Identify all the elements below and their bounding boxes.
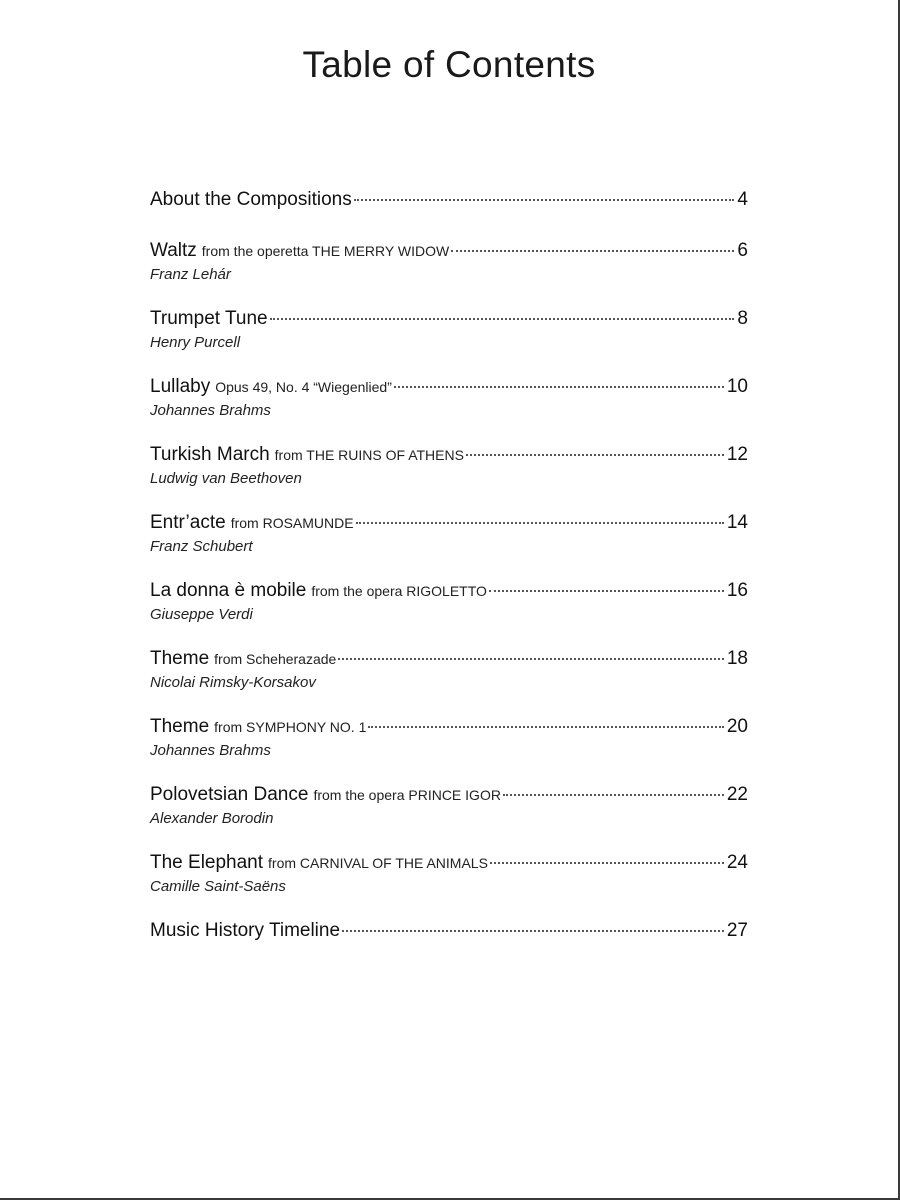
- toc-line: [150, 781, 748, 809]
- entry-title: About the Compositions: [150, 189, 352, 210]
- toc-line: [150, 237, 748, 265]
- dot-leader: [489, 590, 724, 592]
- entry-subtitle: Opus 49, No. 4 “Wiegenlied”: [215, 379, 392, 395]
- toc-entry[interactable]: [150, 237, 748, 286]
- entry-composer: Johannes Brahms: [150, 742, 271, 759]
- entry-subtitle: from SYMPHONY NO. 1: [214, 719, 367, 735]
- entry-title: Lullaby: [150, 376, 211, 397]
- entry-title: Theme: [150, 648, 210, 669]
- toc-entry[interactable]: [150, 849, 748, 898]
- entry-subtitle: from ROSAMUNDE: [230, 515, 354, 531]
- entry-title: Turkish March: [150, 444, 270, 465]
- toc-line: [150, 917, 748, 945]
- toc-entry[interactable]: [150, 441, 748, 490]
- entry-title: Waltz: [150, 240, 197, 261]
- toc-line: [150, 849, 748, 877]
- dot-leader: [342, 930, 724, 932]
- entry-title: Theme: [150, 716, 210, 737]
- dot-leader: [356, 522, 724, 524]
- entry-subtitle: from the opera PRINCE IGOR: [313, 787, 501, 803]
- toc-line: [150, 713, 748, 741]
- entry-title: Music History Timeline: [150, 920, 341, 941]
- page-number: 12: [726, 444, 748, 465]
- dot-leader: [270, 318, 735, 320]
- toc-entry[interactable]: [150, 509, 748, 558]
- entry-composer: Camille Saint-Saëns: [150, 878, 286, 895]
- page-number: 20: [726, 716, 748, 737]
- toc-entry[interactable]: [150, 373, 748, 422]
- entry-subtitle: from the operetta THE MERRY WIDOW: [201, 243, 450, 259]
- entry-composer: Franz Schubert: [150, 538, 253, 555]
- entry-composer: Nicolai Rimsky-Korsakov: [150, 674, 316, 691]
- toc-entry[interactable]: [150, 186, 748, 214]
- page-number: 24: [726, 852, 748, 873]
- entry-title: Trumpet Tune: [150, 308, 268, 329]
- dot-leader: [490, 862, 724, 864]
- toc-entry[interactable]: [150, 713, 748, 762]
- entry-composer: Johannes Brahms: [150, 402, 271, 419]
- toc-entry[interactable]: [150, 305, 748, 354]
- toc-line: [150, 186, 748, 214]
- entry-title: Entr’acte: [150, 512, 226, 533]
- page-number: 16: [726, 580, 748, 601]
- page-number: 27: [726, 920, 748, 941]
- page-number: 14: [726, 512, 748, 533]
- toc-line: [150, 577, 748, 605]
- entry-subtitle: from Scheherazade: [214, 651, 337, 667]
- entry-composer: Henry Purcell: [150, 334, 241, 351]
- toc-line: [150, 305, 748, 333]
- page-number: 18: [726, 648, 748, 669]
- dot-leader: [368, 726, 724, 728]
- entry-composer: Giuseppe Verdi: [150, 606, 253, 623]
- entry-subtitle: from THE RUINS OF ATHENS: [274, 447, 464, 463]
- entry-composer: Franz Lehár: [150, 266, 231, 283]
- toc-entry[interactable]: [150, 577, 748, 626]
- toc-entry[interactable]: [150, 781, 748, 830]
- page-number: 6: [737, 240, 748, 261]
- dot-leader: [338, 658, 724, 660]
- toc-line: [150, 373, 748, 401]
- entry-title: Polovetsian Dance: [150, 784, 309, 805]
- dot-leader: [451, 250, 734, 252]
- page-number: 4: [737, 189, 748, 210]
- toc-line: [150, 509, 748, 537]
- page-number: 8: [737, 308, 748, 329]
- entry-composer: Alexander Borodin: [150, 810, 274, 827]
- dot-leader: [394, 386, 724, 388]
- toc-list: [150, 186, 748, 968]
- dot-leader: [466, 454, 724, 456]
- entry-subtitle: from CARNIVAL OF THE ANIMALS: [268, 855, 488, 871]
- dot-leader: [354, 199, 735, 201]
- page-title: Table of Contents: [302, 44, 596, 85]
- toc-entry[interactable]: [150, 645, 748, 694]
- dot-leader: [503, 794, 724, 796]
- toc-line: [150, 441, 748, 469]
- toc-line: [150, 645, 748, 673]
- toc-entry[interactable]: [150, 917, 748, 945]
- page-number: 10: [726, 376, 748, 397]
- entry-title: The Elephant: [150, 852, 264, 873]
- entry-composer: Ludwig van Beethoven: [150, 470, 302, 487]
- page-number: 22: [726, 784, 748, 805]
- entry-title: La donna è mobile: [150, 580, 307, 601]
- entry-subtitle: from the opera RIGOLETTO: [311, 583, 487, 599]
